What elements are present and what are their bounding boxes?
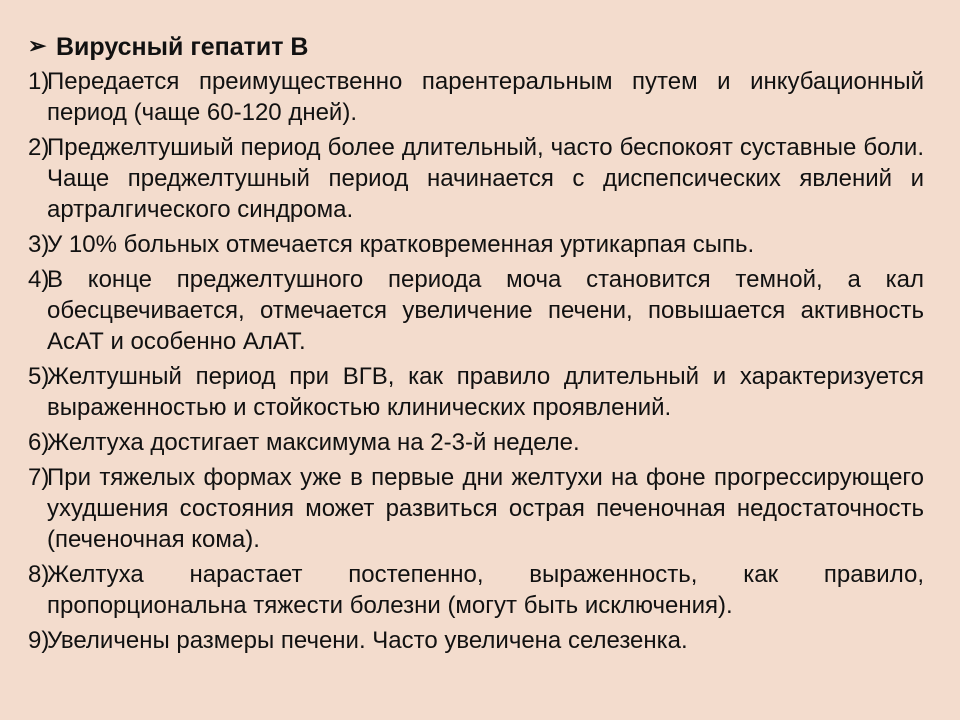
item-number: 3) — [28, 231, 50, 258]
item-number: 5) — [28, 363, 50, 390]
item-number: 9) — [28, 627, 50, 654]
item-text: Преджелтушиый период более длительный, часто беспокоят суставные боли. Чаще преджелтушный период начинается с диспепсических явлений и артралгического синдрома. — [47, 134, 924, 223]
item-number: 4) — [28, 266, 50, 293]
item-text: Желтуха нарастает постепенно, выраженность, как правило, пропорциональна тяжести болезни (могут быть исключения). — [47, 561, 924, 619]
list-item — [28, 132, 924, 225]
arrow-bullet-icon: ➢ — [28, 33, 47, 58]
list-item — [28, 559, 924, 621]
list-item — [28, 462, 924, 555]
item-number: 6) — [28, 429, 50, 456]
heading-text: Вирусный гепатит В — [56, 32, 309, 61]
item-number: 2) — [28, 134, 50, 161]
item-text: Желтушный период при ВГВ, как правило длительный и характеризуется выраженностью и стойкостью клинических проявлений. — [47, 363, 924, 421]
list-item — [28, 625, 924, 656]
symptom-list — [28, 66, 924, 656]
item-text: Передается преимущественно парентеральным путем и инкубационный период (чаще 60-120 дней). — [47, 68, 924, 126]
item-text: У 10% больных отмечается кратковременная уртикарпая сыпь. — [47, 231, 755, 258]
item-text: Увеличены размеры печени. Часто увеличена селезенка. — [47, 627, 688, 654]
list-item — [28, 66, 924, 128]
list-item — [28, 264, 924, 357]
item-number: 1) — [28, 68, 50, 95]
item-number: 8) — [28, 561, 50, 588]
item-text: Желтуха достигает максимума на 2-3-й неделе. — [47, 429, 580, 456]
slide-heading — [28, 30, 924, 64]
list-item — [28, 427, 924, 458]
item-text: В конце преджелтушного периода моча становится темной, а кал обесцвечивается, отмечается увеличение печени, повышается активность АсАТ и особенно АлАТ. — [47, 266, 924, 355]
list-item — [28, 361, 924, 423]
item-text: При тяжелых формах уже в первые дни желтухи на фоне прогрессирующего ухудшения состояния может развиться острая печеночная недостаточность (печеночная кома). — [47, 464, 924, 553]
list-item — [28, 229, 924, 260]
item-number: 7) — [28, 464, 50, 491]
